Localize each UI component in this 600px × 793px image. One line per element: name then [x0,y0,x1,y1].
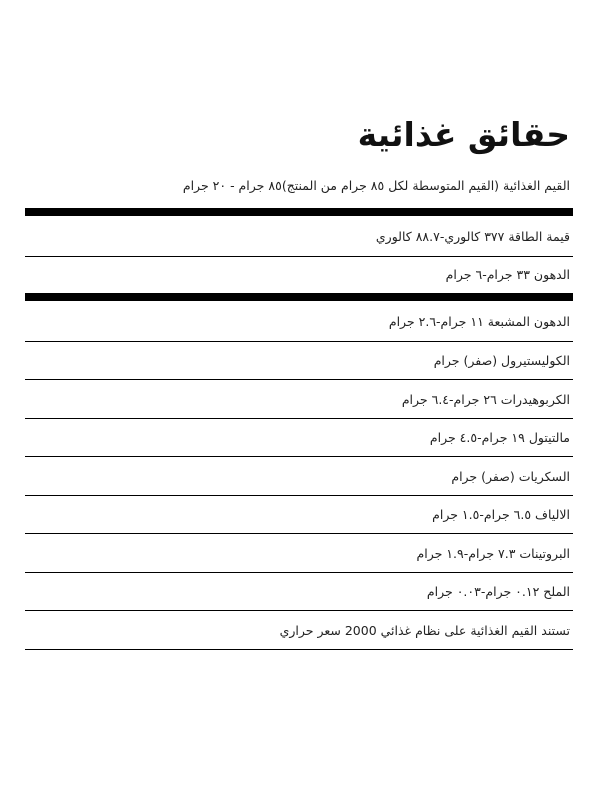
row-carbohydrates: الكربوهيدرات ٢٦ جرام-٦.٤ جرام [25,380,573,419]
row-protein: البروتينات ٧.٣ جرام-١.٩ جرام [25,534,573,573]
row-salt: الملح ٠.١٢ جرام-٠.٠٣ جرام [25,573,573,611]
thick-divider-top [25,208,573,216]
row-fiber: الالياف ٦.٥ جرام-١.٥ جرام [25,496,573,534]
row-fat: الدهون ٣٣ جرام-٦ جرام [445,267,570,282]
row-maltitol: مالتيتول ١٩ جرام-٤.٥ جرام [25,419,573,457]
nutrition-facts-panel [25,110,573,650]
row-disclaimer: تستند القيم الغذائية على نظام غذائي 2000 سعر حراري [25,611,573,650]
thick-divider-middle [25,293,573,301]
page-title: حقائق غذائية [357,115,570,154]
row-saturated-fat: الدهون المشبعة ١١ جرام-٢.٦ جرام [25,301,573,342]
row-sugars: السكريات (صفر) جرام [25,457,573,496]
serving-info: القيم الغذائية (القيم المتوسطة لكل ٨٥ جرام من المنتج)٨٥ جرام - ٢٠ جرام [182,178,570,193]
row-cholesterol: الكوليستيرول (صفر) جرام [25,342,573,380]
row-energy: قيمة الطاقة ٣٧٧ كالوري-٨٨.٧ كالوري [25,216,573,257]
